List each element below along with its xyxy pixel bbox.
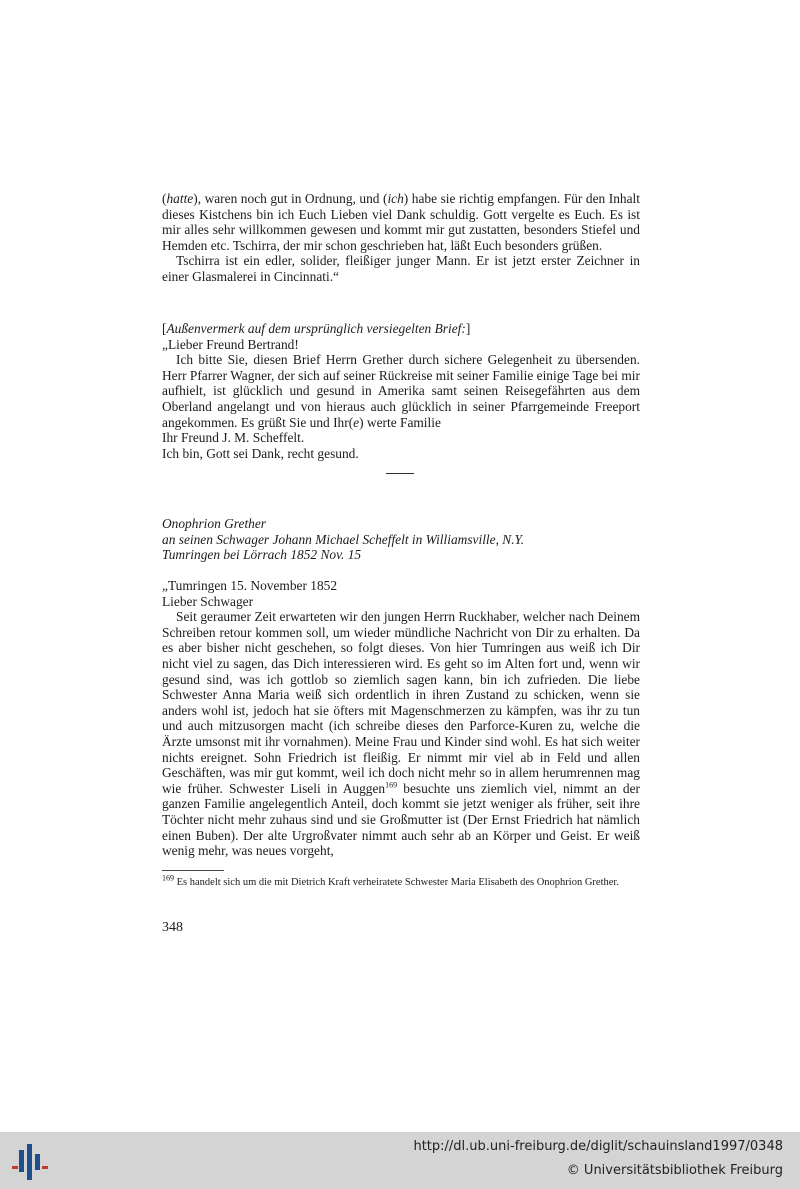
copyright-text: © Universitätsbibliothek Freiburg [566, 1163, 783, 1178]
letter-author: Onophrion Grether [162, 516, 267, 531]
note-postscript: Ich bin, Gott sei Dank, recht gesund. [162, 445, 359, 461]
source-url-link[interactable]: http://dl.ub.uni-freiburg.de/diglit/schauinsland1997/0348 [413, 1139, 783, 1154]
footnote-number: 169 [162, 873, 174, 883]
letter-end-paragraph-1: (hatte), waren noch gut in Ordnung, und (ich) habe sie richtig empfangen. Für den Inhalt dieses Kistchens bin ich Euch Lieben viel Dank schuldig. Gott vergelte es Euch. Es ist mir alles sehr willkommen gewesen und kommt mir gut zustatten, besonders Stiefel und Hemden etc. Tschirra, der mir schon geschrieben hat, läßt Euch besonders grüßen. [162, 191, 640, 253]
letter-salutation: Lieber Schwager [162, 593, 254, 609]
external-note-block [162, 321, 640, 461]
letter-header [162, 516, 640, 563]
footnote-rule [162, 870, 224, 871]
library-logo-icon [10, 1142, 50, 1182]
letter-recipient: an seinen Schwager Johann Michael Scheffelt in Williamsville, N.Y. [162, 531, 525, 547]
letter-body-paragraph: Seit geraumer Zeit erwarteten wir den jungen Herrn Ruckhaber, welcher nach Deinem Schreiben retour kommen soll, um wieder mündliche Nachricht von Dir zu erhalten. Da es aber bisher nicht geschehen, so folgt dieses. Von hier Tumringen aus weiß ich Dir nicht viel zu sagen, das Dich interessieren wird. Es geht so im Alten fort und, wenn wir gesund sind, was ich gottlob so ziemlich sagen kann, bin ich zufrieden. Die liebe Schwester Anna Maria weiß sich ordentlich in ihren Zustand zu schicken, wenn sie anders wohl ist, jedoch hat sie öfters mit Magenschmerzen zu kämpfen, was ihr zu tun und auch mitzusorgen macht (ich schreibe dieses den Parforce-Kuren zu, welche die Ärzte umsonst mit ihr vornahmen). Meine Frau und Kinder sind wohl. Es hat sich weiter nichts ereignet. Sohn Friedrich ist fleißig. Er nimmt mir viel ab in Feld und allen Geschäften, was mir gut kommt, weil ich doch nicht mehr so in allem herumrennen mag wie früher. Schwester Liseli in Auggen$^{169}$ besuchte uns ziemlich viel, nimmt an der ganzen Familie angelegentlich Anteil, doch kommt sie jetzt weniger als früher, seit ihre Töchter nicht mehr zuhaus sind und sie Großmutter ist (Der Ernst Friedrich hat nämlich einen Buben). Der alte Urgroßvater nimmt auch sehr ab an Körper und Geist. Er weiß wenig mehr, was neues vorgeht, [162, 609, 640, 859]
letter-end-paragraph-2: Tschirra ist ein edler, solider, fleißiger junger Mann. Er ist jetzt erster Zeichner in einer Glasmalerei in Cincinnati.“ [162, 253, 640, 284]
footnote [162, 873, 640, 889]
section-divider [386, 473, 414, 474]
letter-place-date: Tumringen bei Lörrach 1852 Nov. 15 [162, 547, 362, 563]
letter-body-block [162, 578, 640, 859]
note-salutation: „Lieber Freund Bertrand! [162, 336, 299, 352]
page-number: 348 [162, 920, 183, 935]
letter-dateline: „Tumringen 15. November 1852 [162, 578, 338, 593]
letter-end-block [162, 191, 640, 285]
note-heading: [Außenvermerk auf dem ursprünglich versiegelten Brief:] [162, 321, 471, 336]
footnote-text: Es handelt sich um die mit Dietrich Kraft verheiratete Schwester Maria Elisabeth des Onophrion Grether. [174, 877, 619, 888]
note-signature: Ihr Freund J. M. Scheffelt. [162, 430, 305, 446]
footnote-reference[interactable]: 169 [385, 780, 398, 790]
note-body: Ich bitte Sie, diesen Brief Herrn Grether durch sichere Gelegenheit zu übersenden. Herr Pfarrer Wagner, der sich auf seiner Rückreise mit seiner Familie einige Tage bei mir aufhielt, ist glücklich und gesund in Amerika samt seinen Reisegefährten aus dem Oberland angelangt und von hieraus auch glücklich in seiner Pfarrgemeinde Freeport angekommen. Es grüßt Sie und Ihr(e) werte Familie [162, 352, 640, 430]
